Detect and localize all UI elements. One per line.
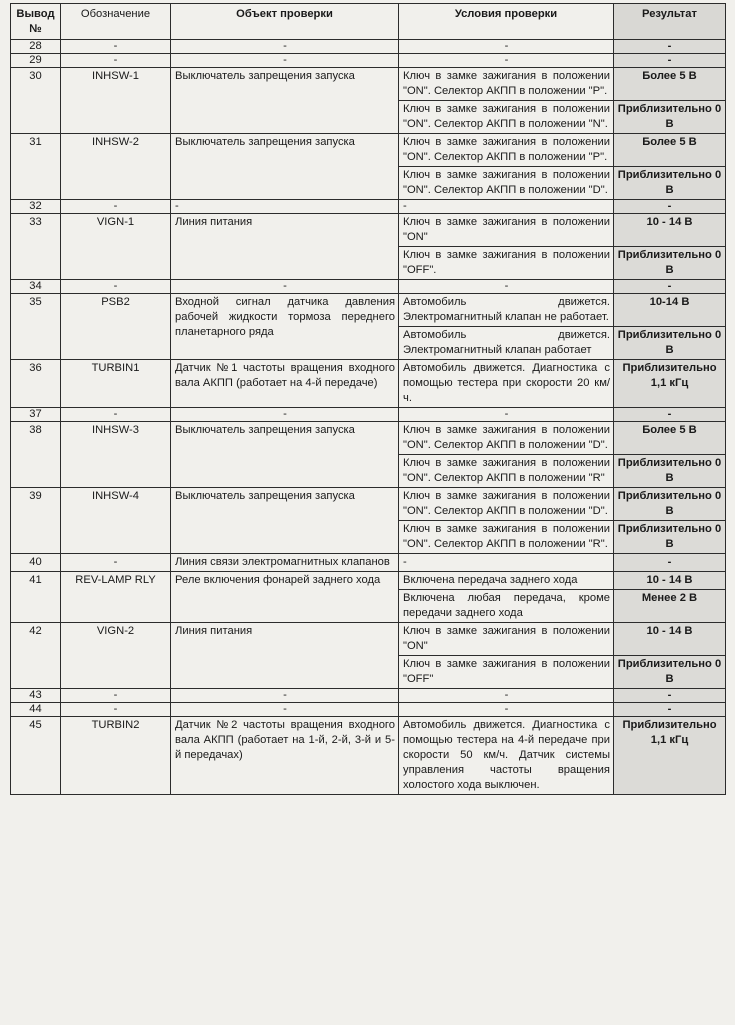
condition-cell: Ключ в замке зажигания в положении "ON". Селектор АКПП в положении "R"	[399, 455, 614, 488]
condition-cell: Ключ в замке зажигания в положении "ON". Селектор АКПП в положении "D".	[399, 488, 614, 521]
pin-cell: 33	[11, 214, 61, 280]
condition-cell: Ключ в замке зажигания в положении "OFF".	[399, 247, 614, 280]
result-cell: Приблизительно 0 В	[614, 327, 726, 360]
table-row	[11, 68, 726, 101]
object-cell: Выключатель запрещения запуска	[171, 68, 399, 134]
object-cell: -	[171, 54, 399, 68]
condition-cell: Ключ в замке зажигания в положении "ON". Селектор АКПП в положении "D".	[399, 422, 614, 455]
object-cell: Линия связи электромагнитных клапанов	[171, 554, 399, 572]
condition-cell: Автомобиль движется. Электромагнитный клапан не работает.	[399, 294, 614, 327]
pin-cell: 39	[11, 488, 61, 554]
table-row	[11, 214, 726, 247]
object-cell: Выключатель запрещения запуска	[171, 422, 399, 488]
result-cell: -	[614, 703, 726, 717]
designation-cell: -	[61, 408, 171, 422]
designation-cell: PSB2	[61, 294, 171, 360]
condition-cell: Ключ в замке зажигания в положении "ON". Селектор АКПП в положении "R".	[399, 521, 614, 554]
object-cell: -	[171, 40, 399, 54]
result-cell: Приблизительно 0 В	[614, 656, 726, 689]
designation-cell: -	[61, 200, 171, 214]
result-cell: -	[614, 408, 726, 422]
table-row	[11, 54, 726, 68]
object-cell: -	[171, 408, 399, 422]
result-cell: -	[614, 689, 726, 703]
pin-cell: 40	[11, 554, 61, 572]
pin-cell: 29	[11, 54, 61, 68]
condition-cell: Включена любая передача, кроме передачи заднего хода	[399, 590, 614, 623]
object-cell: Выключатель запрещения запуска	[171, 134, 399, 200]
result-cell: 10 - 14 В	[614, 214, 726, 247]
object-cell: -	[171, 200, 399, 214]
pin-cell: 41	[11, 572, 61, 623]
object-cell: -	[171, 689, 399, 703]
condition-cell: Автомобиль движется. Диагностика с помощью тестера при скорости 20 км/ч.	[399, 360, 614, 408]
designation-cell: INHSW-2	[61, 134, 171, 200]
condition-cell: -	[399, 703, 614, 717]
designation-cell: -	[61, 280, 171, 294]
condition-cell: -	[399, 689, 614, 703]
object-cell: Выключатель запрещения запуска	[171, 488, 399, 554]
designation-cell: INHSW-4	[61, 488, 171, 554]
table-row	[11, 623, 726, 656]
result-cell: 10 - 14 В	[614, 572, 726, 590]
result-cell: Приблизительно 0 В	[614, 521, 726, 554]
designation-cell: INHSW-1	[61, 68, 171, 134]
designation-cell: INHSW-3	[61, 422, 171, 488]
condition-cell: -	[399, 280, 614, 294]
pin-cell: 34	[11, 280, 61, 294]
object-cell: Входной сигнал датчика давления рабочей жидкости тормоза переднего планетарного ряда	[171, 294, 399, 360]
header-object: Объект проверки	[171, 4, 399, 40]
pin-cell: 32	[11, 200, 61, 214]
designation-cell: -	[61, 554, 171, 572]
condition-cell: Автомобиль движется. Диагностика с помощью тестера на 4-й передаче при скорости 50 км/ч. Датчик системы управления частоты вращения холостого хода выключен.	[399, 717, 614, 795]
header-result: Результат	[614, 4, 726, 40]
condition-cell: Ключ в замке зажигания в положении "ON". Селектор АКПП в положении "P".	[399, 134, 614, 167]
result-cell: Приблизительно 0 В	[614, 455, 726, 488]
condition-cell: Ключ в замке зажигания в положении "ON". Селектор АКПП в положении "D".	[399, 167, 614, 200]
header-conditions: Условия проверки	[399, 4, 614, 40]
pin-cell: 37	[11, 408, 61, 422]
table-row	[11, 280, 726, 294]
designation-cell: -	[61, 689, 171, 703]
table-header-row	[11, 4, 726, 40]
designation-cell: TURBIN1	[61, 360, 171, 408]
designation-cell: VIGN-2	[61, 623, 171, 689]
designation-cell: TURBIN2	[61, 717, 171, 795]
object-cell: -	[171, 280, 399, 294]
condition-cell: -	[399, 554, 614, 572]
result-cell: Более 5 В	[614, 422, 726, 455]
table-row	[11, 40, 726, 54]
table-row	[11, 294, 726, 327]
pin-cell: 35	[11, 294, 61, 360]
designation-cell: REV-LAMP RLY	[61, 572, 171, 623]
table-row	[11, 717, 726, 795]
result-cell: -	[614, 200, 726, 214]
result-cell: -	[614, 54, 726, 68]
result-cell: -	[614, 280, 726, 294]
pin-cell: 31	[11, 134, 61, 200]
result-cell: -	[614, 554, 726, 572]
designation-cell: -	[61, 54, 171, 68]
table-row	[11, 554, 726, 572]
result-cell: Более 5 В	[614, 68, 726, 101]
header-designation: Обозначение	[61, 4, 171, 40]
table-row	[11, 134, 726, 167]
condition-cell: -	[399, 40, 614, 54]
pin-check-table	[10, 3, 726, 795]
table-row	[11, 572, 726, 590]
result-cell: Приблизительно 0 В	[614, 167, 726, 200]
result-cell: Приблизительно 1,1 кГц	[614, 360, 726, 408]
condition-cell: Ключ в замке зажигания в положении "ON". Селектор АКПП в положении "P".	[399, 68, 614, 101]
pin-cell: 44	[11, 703, 61, 717]
pin-cell: 30	[11, 68, 61, 134]
condition-cell: Ключ в замке зажигания в положении "OFF"	[399, 656, 614, 689]
object-cell: Линия питания	[171, 623, 399, 689]
result-cell: 10 - 14 В	[614, 623, 726, 656]
designation-cell: -	[61, 703, 171, 717]
condition-cell: -	[399, 200, 614, 214]
condition-cell: Ключ в замке зажигания в положении "ON". Селектор АКПП в положении "N".	[399, 101, 614, 134]
designation-cell: VIGN-1	[61, 214, 171, 280]
result-cell: Менее 2 В	[614, 590, 726, 623]
object-cell: Датчик №1 частоты вращения входного вала АКПП (работает на 4-й передаче)	[171, 360, 399, 408]
result-cell: Приблизительно 1,1 кГц	[614, 717, 726, 795]
pin-cell: 43	[11, 689, 61, 703]
object-cell: Датчик №2 частоты вращения входного вала АКПП (работает на 1-й, 2-й, 3-й и 5-й передачах)	[171, 717, 399, 795]
result-cell: 10-14 В	[614, 294, 726, 327]
designation-cell: -	[61, 40, 171, 54]
pin-cell: 28	[11, 40, 61, 54]
table-row	[11, 360, 726, 408]
pin-cell: 38	[11, 422, 61, 488]
table-row	[11, 422, 726, 455]
header-pin: Вывод №	[11, 4, 61, 40]
table-row	[11, 488, 726, 521]
condition-cell: -	[399, 54, 614, 68]
object-cell: -	[171, 703, 399, 717]
condition-cell: Ключ в замке зажигания в положении "ON"	[399, 214, 614, 247]
object-cell: Линия питания	[171, 214, 399, 280]
pin-cell: 42	[11, 623, 61, 689]
table-row	[11, 200, 726, 214]
pin-cell: 36	[11, 360, 61, 408]
condition-cell: Автомобиль движется. Электромагнитный клапан работает	[399, 327, 614, 360]
object-cell: Реле включения фонарей заднего хода	[171, 572, 399, 623]
result-cell: Приблизительно 0 В	[614, 488, 726, 521]
table-row	[11, 408, 726, 422]
pin-cell: 45	[11, 717, 61, 795]
result-cell: Более 5 В	[614, 134, 726, 167]
result-cell: Приблизительно 0 В	[614, 247, 726, 280]
condition-cell: -	[399, 408, 614, 422]
result-cell: -	[614, 40, 726, 54]
table-row	[11, 689, 726, 703]
condition-cell: Включена передача заднего хода	[399, 572, 614, 590]
condition-cell: Ключ в замке зажигания в положении "ON"	[399, 623, 614, 656]
result-cell: Приблизительно 0 В	[614, 101, 726, 134]
table-row	[11, 703, 726, 717]
